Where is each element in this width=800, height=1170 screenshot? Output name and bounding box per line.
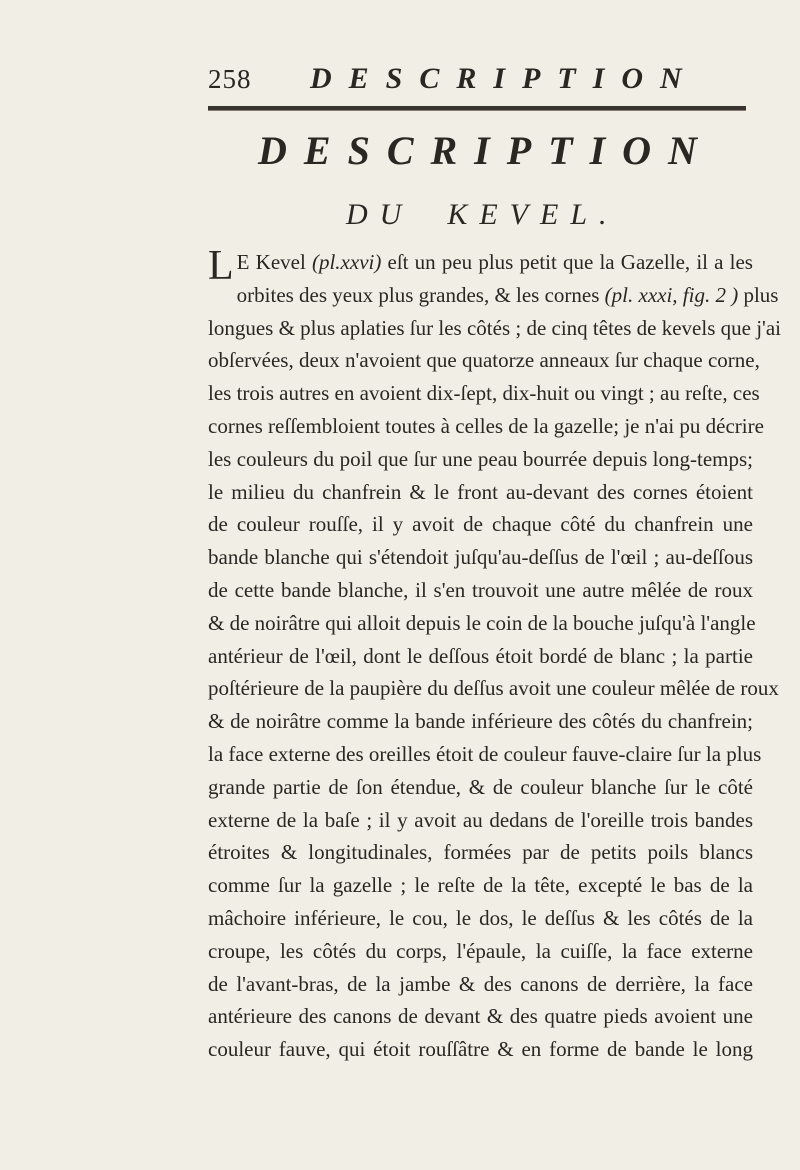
text-line [208, 1033, 753, 1066]
text-line [208, 640, 753, 673]
running-title: DESCRIPTION [310, 62, 699, 95]
text-segment: mâchoire inférieure, le cou, le dos, le deſſus & les côtés de la [208, 905, 753, 930]
text-segment: les couleurs du poil que ſur une peau bourrée depuis long-temps; [208, 446, 753, 471]
subtitle-prefix: DU [346, 198, 414, 231]
text-segment: les trois autres en avoient dix-ſept, dix-huit ou vingt ; au reſte, ces [208, 381, 760, 406]
text-line [208, 738, 762, 771]
text-line [208, 443, 753, 476]
text-segment: le milieu du chanfrein & le front au-devant des cornes étoient [208, 479, 753, 504]
text-line [208, 508, 753, 541]
text-segment: antérieur de l'œil, dont le deſſous étoit bordé de blanc ; la partie [208, 643, 753, 668]
text-line [208, 836, 753, 869]
text-line [208, 968, 753, 1001]
text-line [208, 410, 764, 443]
text-line [208, 476, 753, 509]
page-number: 258 [208, 64, 252, 94]
text-line [208, 1000, 753, 1033]
running-head [208, 62, 748, 102]
text-segment: couleur fauve, qui étoit rouſſâtre & en forme de bande le long [208, 1037, 753, 1062]
text-segment: bande blanche qui s'étendoit juſqu'au-deſſus de l'œil ; au-deſſous [208, 545, 753, 570]
subtitle-name: KEVEL. [447, 198, 619, 231]
text-segment: croupe, les côtés du corps, l'épaule, la cuiſſe, la face externe [208, 938, 753, 963]
text-line [208, 771, 753, 804]
text-segment: externe de la baſe ; il y avoit au dedans de l'oreille trois bandes [208, 807, 753, 832]
text-line [208, 377, 760, 410]
text-line [208, 672, 779, 705]
text-segment: poſtérieure de la paupière du deſſus avoit une couleur mêlée de roux [208, 676, 779, 701]
text-segment: (pl.xxvi) [311, 250, 382, 274]
drop-cap: L [208, 243, 234, 289]
text-segment: de l'avant-bras, de la jambe & des canons de derrière, la face [208, 971, 753, 996]
text-segment: obſervées, deux n'avoient que quatorze anneaux ſur chaque corne, [208, 348, 760, 373]
text-line [208, 312, 781, 345]
text-line [208, 705, 753, 738]
body-text [208, 243, 781, 1066]
text-segment: la face externe des oreilles étoit de couleur fauve-claire ſur la plus [208, 741, 762, 766]
text-segment: étroites & longitudinales, formées par de petits poils blancs [208, 840, 753, 865]
text-segment: de couleur rouſſe, il y avoit de chaque côté du chanfrein une [208, 512, 753, 537]
text-line [208, 804, 753, 837]
text-segment: comme ſur la gazelle ; le reſte de la tête, excepté le bas de la [208, 873, 753, 898]
text-segment: (pl. xxxi, fig. 2 ) [604, 282, 739, 307]
header-rule [208, 106, 746, 111]
text-line [208, 246, 753, 279]
text-line [208, 279, 779, 312]
text-line [208, 902, 753, 935]
text-segment: & de noirâtre comme la bande inférieure des côtés du chanfrein; [208, 709, 753, 734]
text-line [208, 607, 756, 640]
text-segment: eſt un peu plus petit que la Gazelle, il a les [381, 250, 753, 274]
text-segment: E Kevel [236, 250, 312, 274]
text-line [208, 344, 760, 377]
text-line [208, 574, 753, 607]
text-segment: grande partie de ſon étendue, & de couleur blanche ſur le côté [208, 774, 753, 799]
text-line [208, 541, 753, 574]
text-line [208, 869, 753, 902]
text-segment: plus [738, 282, 779, 307]
text-segment: de cette bande blanche, il s'en trouvoit une autre mêlée de roux [208, 577, 753, 602]
chapter-title: DESCRIPTION [258, 128, 714, 173]
text-line [208, 935, 753, 968]
text-segment: antérieure des canons de devant & des quatre pieds avoient une [208, 1004, 753, 1029]
chapter-subtitle [346, 198, 666, 232]
text-segment: cornes reſſembloient toutes à celles de la gazelle; je n'ai pu décrire [208, 413, 764, 438]
text-segment: longues & plus aplaties ſur les côtés ; de cinq têtes de kevels que j'ai [208, 315, 781, 340]
text-segment: orbites des yeux plus grandes, & les cornes [236, 282, 605, 307]
text-segment: & de noirâtre qui alloit depuis le coin de la bouche juſqu'à l'angle [208, 610, 756, 635]
